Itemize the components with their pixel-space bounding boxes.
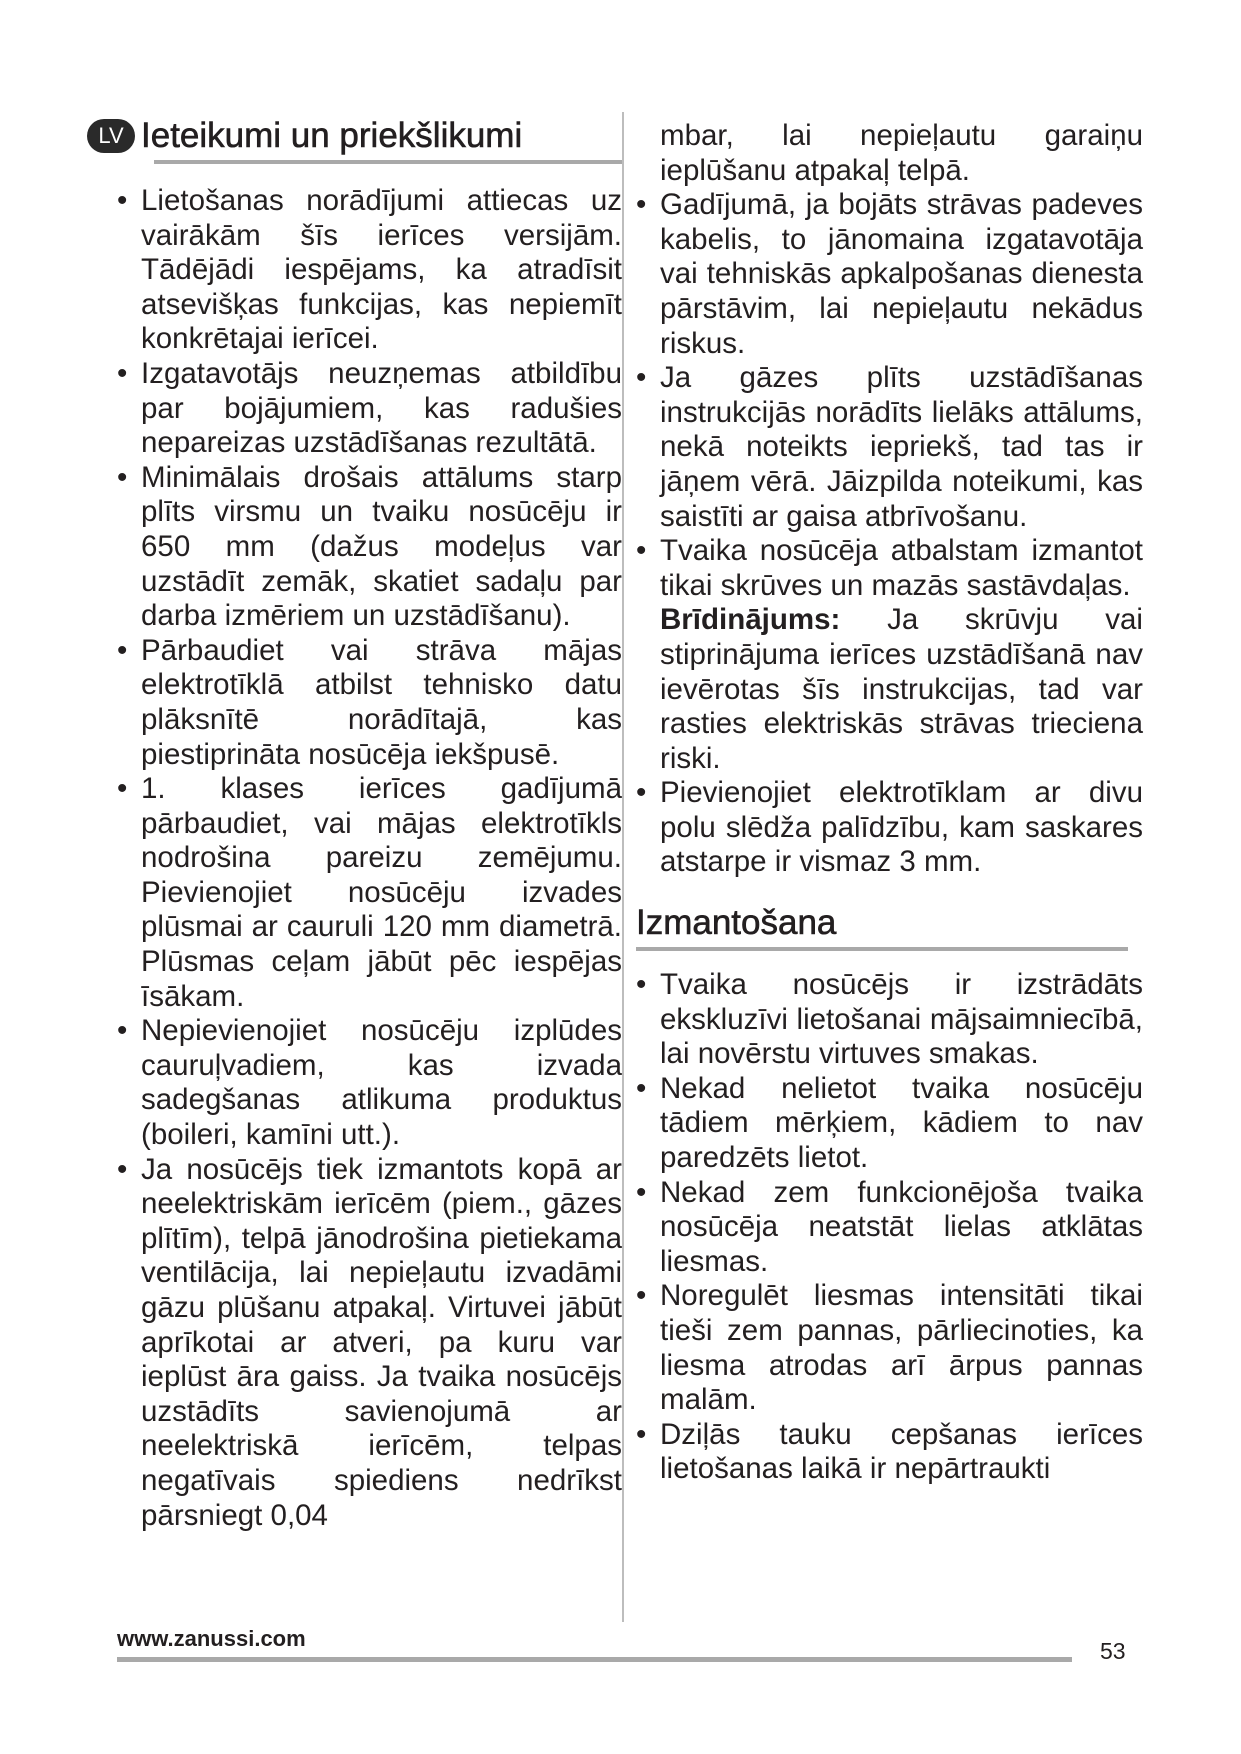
column-divider	[622, 112, 624, 1622]
footer-url: www.zanussi.com	[117, 1626, 306, 1651]
warning-text: Ja skrūvju vai stiprinājuma ierīces uzstādīšanā nav ievērotas šīs instrukcijas, tad var rasties elektriskās strāvas trieciena riski.	[660, 603, 1143, 775]
continued-text: mbar, lai nepieļautu garaiņu ieplūšanu atpakaļ telpā.	[660, 119, 1143, 187]
section-heading: Ieteikumi un priekšlikumi	[141, 116, 523, 155]
list-item: • Nekad nelietot tvaika nosūcēju tādiem mērķiem, kādiem to nav paredzēts lietot.	[636, 1072, 1143, 1176]
list-item: • Dziļās tauku cepšanas ierīces lietošanas laikā ir nepārtraukti	[636, 1418, 1143, 1487]
footer-rule	[117, 1657, 1072, 1662]
usage-section	[636, 902, 1143, 1487]
heading-underline	[636, 947, 1128, 951]
section-heading-row	[98, 115, 622, 157]
list-item: • Tvaika nosūcējs ir izstrādāts ekskluzīvi lietošanai mājsaimniecībā, lai novērstu virtuves smakas.	[636, 968, 1143, 1072]
right-column	[636, 119, 1143, 1487]
usage-heading: Izmantošana	[636, 903, 837, 943]
heading-underline	[154, 160, 622, 164]
page-number: 53	[1100, 1638, 1126, 1664]
list-item: • Pievienojiet elektrotīklam ar divu polu slēdža palīdzību, kam saskares atstarpe ir vismaz 3 mm.	[636, 776, 1143, 880]
warning-paragraph	[660, 603, 1143, 774]
tips-list	[117, 184, 622, 1533]
list-item: • Lietošanas norādījumi attiecas uz vairākām šīs ierīces versijām. Tādējādi iespējams, ka atradīsit atsevišķas funkcijas, kas nepiemīt konkrētajai ierīcei.	[117, 184, 622, 357]
list-item: • Ja gāzes plīts uzstādīšanas instrukcijās norādīts lielāks attālums, nekā noteikts iepriekš, tad tas ir jāņem vērā. Jāizpilda noteikumi, kas saistīti ar gaisa atbrīvošanu.	[636, 361, 1143, 534]
tips-list-continued	[636, 188, 1143, 880]
left-column	[98, 115, 622, 1533]
list-item-text: • Tvaika nosūcēja atbalstam izmantot tikai skrūves un mazās sastāvdaļas.	[660, 534, 1143, 602]
list-item: • Nepievienojiet nosūcēju izplūdes cauruļvadiem, kas izvada sadegšanas atlikuma produktus (boileri, kamīni utt.).	[117, 1014, 622, 1152]
list-item: • Minimālais drošais attālums starp plīts virsmu un tvaiku nosūcēju ir 650 mm (dažus modeļus var uzstādīt zemāk, skatiet sadaļu par darba izmēriem un uzstādīšanu).	[117, 461, 622, 634]
list-item: • Noregulēt liesmas intensitāti tikai tieši zem pannas, pārliecinoties, ka liesma atrodas arī ārpus pannas malām.	[636, 1279, 1143, 1417]
list-item: • Pārbaudiet vai strāva mājas elektrotīklā atbilst tehnisko datu plāksnītē norādītajā, kas piestiprināta nosūcēja iekšpusē.	[117, 634, 622, 772]
list-item: • Nekad zem funkcionējoša tvaika nosūcēja neatstāt lielas atklātas liesmas.	[636, 1176, 1143, 1280]
usage-list	[636, 968, 1143, 1487]
list-item: • 1. klases ierīces gadījumā pārbaudiet, vai mājas elektrotīkls nodrošina pareizu zemējumu. Pievienojiet nosūcēju izvades plūsmai ar cauruli 120 mm diametrā. Plūsmas ceļam jābūt pēc iespējas īsākam.	[117, 772, 622, 1014]
list-item: • Gadījumā, ja bojāts strāvas padeves kabelis, to jānomaina izgatavotāja vai tehniskās apkalpošanas dienesta pārstāvim, lai nepieļautu nekādus riskus.	[636, 188, 1143, 361]
list-item	[636, 534, 1143, 776]
language-badge: LV	[87, 119, 135, 153]
warning-label: Brīdinājums:	[660, 603, 841, 637]
list-item: • Izgatavotājs neuzņemas atbildību par bojājumiem, kas radušies nepareizas uzstādīšanas rezultātā.	[117, 357, 622, 461]
list-item: • Ja nosūcējs tiek izmantots kopā ar neelektriskām ierīcēm (piem., gāzes plītīm), telpā jānodrošina pietiekama ventilācija, lai nepieļautu izvadāmi gāzu plūšanu atpakaļ. Virtuvei jābūt aprīkotai ar atveri, pa kuru var ieplūst āra gaiss. Ja tvaika nosūcējs uzstādīts savienojumā ar neelektriskā ierīcēm, telpas negatīvais spiediens nedrīkst pārsniegt 0,04	[117, 1153, 622, 1534]
